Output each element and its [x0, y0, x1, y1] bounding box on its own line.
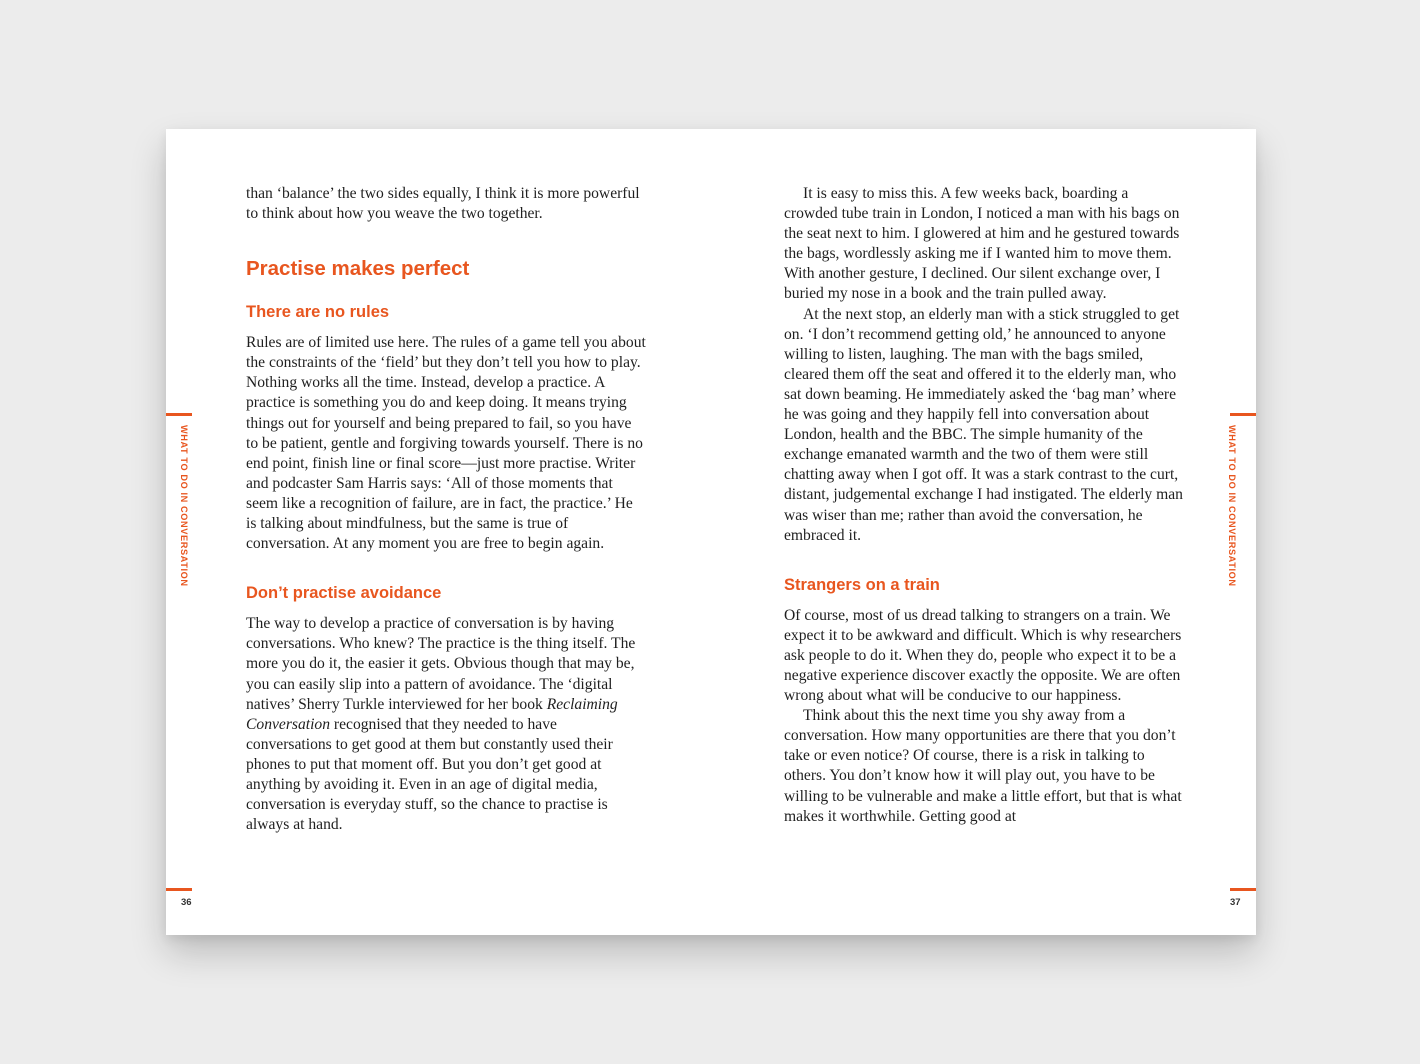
running-head-rule-right [1230, 413, 1256, 416]
running-head-left: WHAT TO DO IN CONVERSATION [179, 425, 189, 587]
folio-rule-right [1230, 888, 1256, 891]
running-head-rule-left [166, 413, 192, 416]
strangers-paragraph: Of course, most of us dread talking to strangers on a train. We expect it to be awkward and difficult. Which is why researchers ask people to do it. When they do, people who expect it to be a negative experience discover exactly the opposite. We are often wrong about what will be conducive to our happiness. [784, 606, 1182, 705]
chapter-heading: Practise makes perfect [246, 257, 470, 281]
section-heading-avoidance: Don’t practise avoidance [246, 584, 442, 603]
running-head-right: WHAT TO DO IN CONVERSATION [1227, 425, 1237, 587]
page-number-left: 36 [181, 897, 192, 908]
left-page-text [246, 184, 646, 835]
book-title: Reclaiming Conversation [246, 695, 618, 733]
section-body-no-rules: Rules are of limited use here. The rules of a game tell you about the constraints of the ‘field’ but they don’t tell you how to play. Nothing works all the time. Instead, develop a practice. A practice is something you do and keep doing. It means trying things out for yourself and being prepared to fail, so you have to be patient, gentle and forgiving towards yourself. There is no end point, finish line or final score—just more practise. Writer and podcaster Sam Harris says: ‘All of those moments that seem like a recognition of failure, are in fact, the practice.’ He is talking about mindfulness, but the same is true of conversation. At any moment you are free to begin again. [246, 334, 646, 553]
section-heading-no-rules: There are no rules [246, 303, 390, 322]
page-number-right: 37 [1230, 897, 1241, 908]
avoidance-text-end: recognised that they needed to have conversations to get good at them but constantly used their phones to put that moment off. But you don’t get good at anything by avoiding it. Even in an age of digital media, conversation is everyday stuff, so the chance to practise is always at hand. [246, 715, 613, 834]
section-heading-strangers: Strangers on a train [784, 575, 940, 594]
elderly-man-paragraph: At the next stop, an elderly man with a stick struggled to get on. ‘I don’t recommend getting old,’ he announced to anyone willing to listen, laughing. The man with the bags smiled, cleared them off the seat and offered it to the elderly man, who sat down beaming. He immediately asked the ‘bag man’ where he was going and they happily fell into conversation about London, health and the BBC. The simple humanity of the exchange emanated warmth and the two of them were still chatting away when I got off. It was a stark contrast to the curt, distant, judgemental exchange I had instigated. The elderly man was wiser than me; rather than avoid the conversation, he embraced it. [784, 305, 1183, 544]
intro-paragraph: than ‘balance’ the two sides equally, I think it is more powerful to think about how you weave the two together. [246, 185, 640, 223]
right-page-text [784, 184, 1184, 827]
section-body-avoidance [246, 614, 646, 835]
shy-away-paragraph: Think about this the next time you shy away from a conversation. How many opportunities are there that you don’t take or even notice? Of course, there is a risk in talking to others. You don’t know how it will play out, you have to be willing to be vulnerable and make a little effort, but that is what makes it worthwhile. Getting good at [784, 707, 1182, 825]
book-spread [166, 129, 1256, 935]
folio-rule-left [166, 888, 192, 891]
avoidance-text-start: The way to develop a practice of conversation is by having conversations. Who knew? The practice is the thing itself. The more you do it, the easier it gets. Obvious though that may be, you can easily slip into a pattern of avoidance. The ‘digital natives’ Sherry Turkle interviewed for her book [246, 615, 636, 713]
tube-story-paragraph: It is easy to miss this. A few weeks back, boarding a crowded tube train in London, I noticed a man with his bags on the seat next to him. I glowered at him and he gestured towards the bags, wordlessly asking me if I wanted him to move them. With another gesture, I declined. Our silent exchange over, I buried my nose in a book and the train pulled away. [784, 185, 1180, 303]
